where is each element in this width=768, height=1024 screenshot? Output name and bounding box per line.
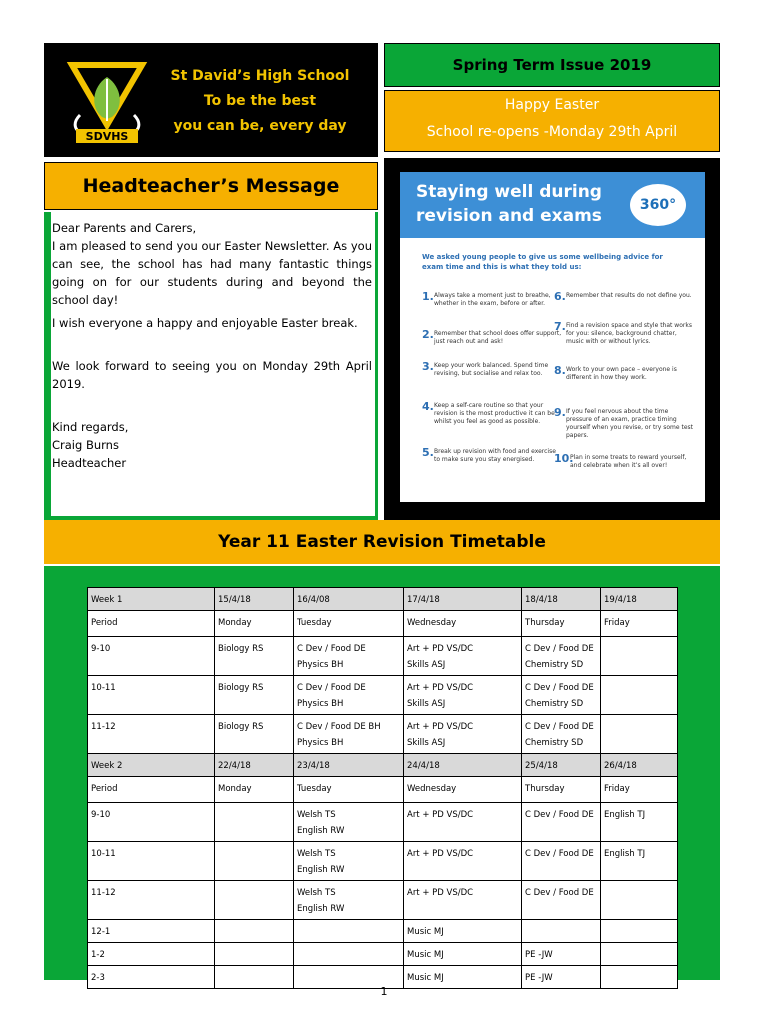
page-number: 1 [380, 985, 388, 998]
table-cell-text: Music MJ [407, 950, 444, 960]
table-row [88, 637, 678, 676]
table-cell-text: English RW [297, 826, 345, 836]
table-cell-text: 1-2 [91, 950, 105, 960]
table-cell-text: 25/4/18 [525, 761, 558, 771]
table-row [88, 803, 678, 842]
table-cell [88, 881, 215, 920]
table-cell [88, 777, 215, 803]
message-paragraph-3: We look forward to seeing you on Monday 29th April 2019. [52, 359, 372, 391]
table-row [88, 842, 678, 881]
table-cell-text: 22/4/18 [218, 761, 251, 771]
table-cell [404, 842, 522, 881]
table-row [88, 881, 678, 920]
table-cell-text: Art + PD VS/DC [407, 849, 474, 859]
timetable-title: Year 11 Easter Revision Timetable [218, 532, 546, 552]
table-cell [601, 842, 678, 881]
table-cell-text: Friday [604, 618, 630, 628]
table-cell [294, 754, 404, 777]
table-cell [404, 943, 522, 966]
table-cell-text: 2-3 [91, 973, 105, 983]
table-cell-text: Art + PD VS/DC [407, 810, 474, 820]
table-cell [294, 637, 404, 676]
table-cell-text: C Dev / Food DE [525, 810, 594, 820]
table-cell [601, 966, 678, 989]
table-cell [601, 715, 678, 754]
table-cell-text: Tuesday [297, 618, 332, 628]
table-cell-text: Art + PD VS/DC [407, 683, 474, 693]
table-cell [522, 754, 601, 777]
table-cell [522, 588, 601, 611]
table-cell [294, 803, 404, 842]
table-cell [404, 881, 522, 920]
poster-title: Staying well during revision and exams [416, 182, 602, 226]
poster-logo-label: 360° [639, 197, 677, 213]
table-cell-text: Thursday [525, 618, 565, 628]
reopen-notice: School re-opens -Monday 29th April [426, 124, 678, 140]
table-cell-text: Art + PD VS/DC [407, 644, 474, 654]
table-cell [294, 611, 404, 637]
table-cell [215, 715, 294, 754]
table-cell [88, 754, 215, 777]
table-cell [601, 676, 678, 715]
table-cell-text: Welsh TS [297, 849, 336, 859]
table-cell [88, 676, 215, 715]
table-row [88, 715, 678, 754]
table-cell-text: Tuesday [297, 784, 332, 794]
table-cell [601, 943, 678, 966]
table-cell-text: 10-11 [91, 849, 116, 859]
table-cell [294, 842, 404, 881]
table-cell [88, 715, 215, 754]
table-cell-text: Physics BH [297, 738, 344, 748]
table-cell-text: 12-1 [91, 927, 111, 937]
table-cell-text: Biology RS [218, 722, 264, 732]
table-cell [601, 920, 678, 943]
table-row [88, 676, 678, 715]
table-cell-text: Skills ASJ [407, 660, 446, 670]
table-cell-text: 26/4/18 [604, 761, 637, 771]
table-cell-text: Biology RS [218, 644, 264, 654]
table-cell-text: 17/4/18 [407, 595, 440, 605]
table-cell [215, 842, 294, 881]
message-signature-role: Headteacher [52, 456, 127, 470]
table-cell-text: 11-12 [91, 722, 116, 732]
table-cell [294, 920, 404, 943]
table-cell [522, 676, 601, 715]
table-cell [522, 637, 601, 676]
table-cell [88, 611, 215, 637]
table-cell [88, 588, 215, 611]
table-cell-text: English TJ [604, 810, 646, 820]
table-cell [404, 777, 522, 803]
table-cell-text: Week 2 [91, 761, 123, 771]
school-crest-logo [62, 57, 152, 147]
table-cell [601, 754, 678, 777]
table-cell [522, 881, 601, 920]
table-cell [215, 637, 294, 676]
table-cell-text: C Dev / Food DE [525, 683, 594, 693]
table-cell [215, 676, 294, 715]
poster-header [400, 172, 705, 238]
table-cell [294, 881, 404, 920]
message-paragraph-1: I am pleased to send you our Easter Newsletter. As you can see, the school has had many fantastic things going on for our students during and beyond the school day! [52, 239, 372, 307]
table-cell [215, 588, 294, 611]
table-cell [522, 943, 601, 966]
table-cell-text: PE -JW [525, 973, 553, 983]
table-cell-text: C Dev / Food DE [297, 683, 366, 693]
table-cell [404, 803, 522, 842]
table-cell [522, 842, 601, 881]
poster-intro: We asked young people to give us some wellbeing advice for exam time and this is what they told us: [422, 253, 663, 271]
table-cell-text: C Dev / Food DE [525, 722, 594, 732]
table-cell [88, 920, 215, 943]
table-cell [88, 803, 215, 842]
table-row [88, 943, 678, 966]
table-cell [88, 943, 215, 966]
table-cell-text: 16/4/08 [297, 595, 330, 605]
easter-greeting: Happy Easter [504, 97, 600, 113]
school-motto-line2: you can be, every day [173, 118, 347, 134]
svg-text:SDVHS: SDVHS [85, 130, 129, 143]
table-cell [522, 966, 601, 989]
table-cell-text: Physics BH [297, 660, 344, 670]
table-cell [601, 881, 678, 920]
table-cell-text: C Dev / Food DE [525, 849, 594, 859]
table-cell-text: Welsh TS [297, 888, 336, 898]
table-cell [404, 715, 522, 754]
table-cell-text: Wednesday [407, 784, 457, 794]
table-cell [601, 637, 678, 676]
table-cell [215, 881, 294, 920]
table-cell-text: 24/4/18 [407, 761, 440, 771]
table-cell [522, 777, 601, 803]
school-name: St David’s High School [170, 68, 350, 84]
table-cell [522, 715, 601, 754]
table-cell [215, 943, 294, 966]
table-cell-text: Biology RS [218, 683, 264, 693]
table-cell-text: C Dev / Food DE [525, 888, 594, 898]
table-cell [601, 777, 678, 803]
table-cell [88, 637, 215, 676]
table-cell-text: Period [91, 784, 118, 794]
table-cell-text: C Dev / Food DE [525, 644, 594, 654]
issue-title: Spring Term Issue 2019 [452, 56, 652, 74]
table-cell [294, 676, 404, 715]
table-cell-text: Physics BH [297, 699, 344, 709]
table-cell [294, 588, 404, 611]
table-cell [522, 803, 601, 842]
table-cell-text: Chemistry SD [525, 699, 584, 709]
table-cell-text: C Dev / Food DE BH [297, 722, 381, 732]
message-title: Headteacher’s Message [82, 175, 340, 197]
table-cell-text: 23/4/18 [297, 761, 330, 771]
table-cell-text: 19/4/18 [604, 595, 637, 605]
table-cell-text: Friday [604, 784, 630, 794]
message-paragraph-2: I wish everyone a happy and enjoyable Easter break. [52, 316, 358, 330]
wellbeing-poster: Staying well during revision and exams 360° We asked young people to give us some wellbeing advice for exam time and this is what they told us: 1. Always take a moment just to breathe, whether in the exam, before or after. 2. Remember that school does offer support, just reach out and ask! 3. Keep your work balanced. Spend time revising, but socialise and relax too. 4. Keep a self-care routine so that your revision is the most productive it can be whilst you feel as good as possible. 5. Break up revision with food and exercise to make sure you stay energised. 6. Remember that results do not define you. 7. Find a revision space and style that works for you: silence, background chatter, music with or without lyrics. 8. Work to your own pace – everyone is different in how they work. 9. If you feel nervous about the time pressure of an exam, practice timing yourself when you revise, or try some test papers. 10. Plan in some treats to reward yourself, and celebrate when it’s all over! [400, 172, 705, 502]
table-cell-text: Wednesday [407, 618, 457, 628]
table-cell-text: Monday [218, 618, 252, 628]
table-cell [522, 611, 601, 637]
school-motto-line1: To be the best [203, 93, 317, 109]
table-cell [522, 920, 601, 943]
table-cell [404, 754, 522, 777]
table-cell [404, 676, 522, 715]
table-cell-text: Art + PD VS/DC [407, 888, 474, 898]
table-cell [215, 966, 294, 989]
table-cell-text: English RW [297, 865, 345, 875]
table-cell-text: 15/4/18 [218, 595, 251, 605]
table-cell [601, 588, 678, 611]
table-cell-text: Week 1 [91, 595, 123, 605]
table-cell-text: Music MJ [407, 973, 444, 983]
table-cell [88, 966, 215, 989]
table-cell [215, 611, 294, 637]
table-cell [294, 715, 404, 754]
table-cell [601, 611, 678, 637]
issue-title-box [384, 43, 720, 87]
revision-timetable [87, 587, 678, 989]
table-cell-text: Art + PD VS/DC [407, 722, 474, 732]
table-cell [404, 920, 522, 943]
message-signoff: Kind regards, [52, 420, 129, 434]
table-cell-text: English RW [297, 904, 345, 914]
table-cell-text: Skills ASJ [407, 699, 446, 709]
table-cell-text: 9-10 [91, 810, 111, 820]
table-cell-text: C Dev / Food DE [297, 644, 366, 654]
message-greeting: Dear Parents and Carers, [52, 221, 197, 235]
table-cell [404, 966, 522, 989]
table-cell [215, 803, 294, 842]
table-cell-text: Welsh TS [297, 810, 336, 820]
table-cell-text: 18/4/18 [525, 595, 558, 605]
table-cell [215, 754, 294, 777]
table-cell-text: 9-10 [91, 644, 111, 654]
table-cell [215, 777, 294, 803]
message-title-box [44, 162, 378, 210]
table-cell [601, 803, 678, 842]
table-week-header-row [88, 754, 678, 777]
table-cell [215, 920, 294, 943]
table-cell-text: Skills ASJ [407, 738, 446, 748]
table-cell [404, 611, 522, 637]
table-cell-text: 10-11 [91, 683, 116, 693]
table-cell [404, 588, 522, 611]
table-cell-text: Monday [218, 784, 252, 794]
easter-banner [384, 90, 720, 152]
table-cell-text: Thursday [525, 784, 565, 794]
table-cell-text: PE -JW [525, 950, 553, 960]
table-cell-text: English TJ [604, 849, 646, 859]
table-cell-text: Period [91, 618, 118, 628]
table-row [88, 920, 678, 943]
table-cell [294, 943, 404, 966]
table-cell [404, 637, 522, 676]
table-week-header-row [88, 588, 678, 611]
table-cell [88, 842, 215, 881]
table-cell-text: Chemistry SD [525, 660, 584, 670]
table-cell [294, 777, 404, 803]
table-cell-text: Chemistry SD [525, 738, 584, 748]
timetable-title-box [44, 520, 720, 564]
table-cell-text: 11-12 [91, 888, 116, 898]
message-signature-name: Craig Burns [52, 438, 119, 452]
table-row [88, 611, 678, 637]
poster-360-logo [628, 182, 688, 228]
table-row [88, 777, 678, 803]
table-cell-text: Music MJ [407, 927, 444, 937]
